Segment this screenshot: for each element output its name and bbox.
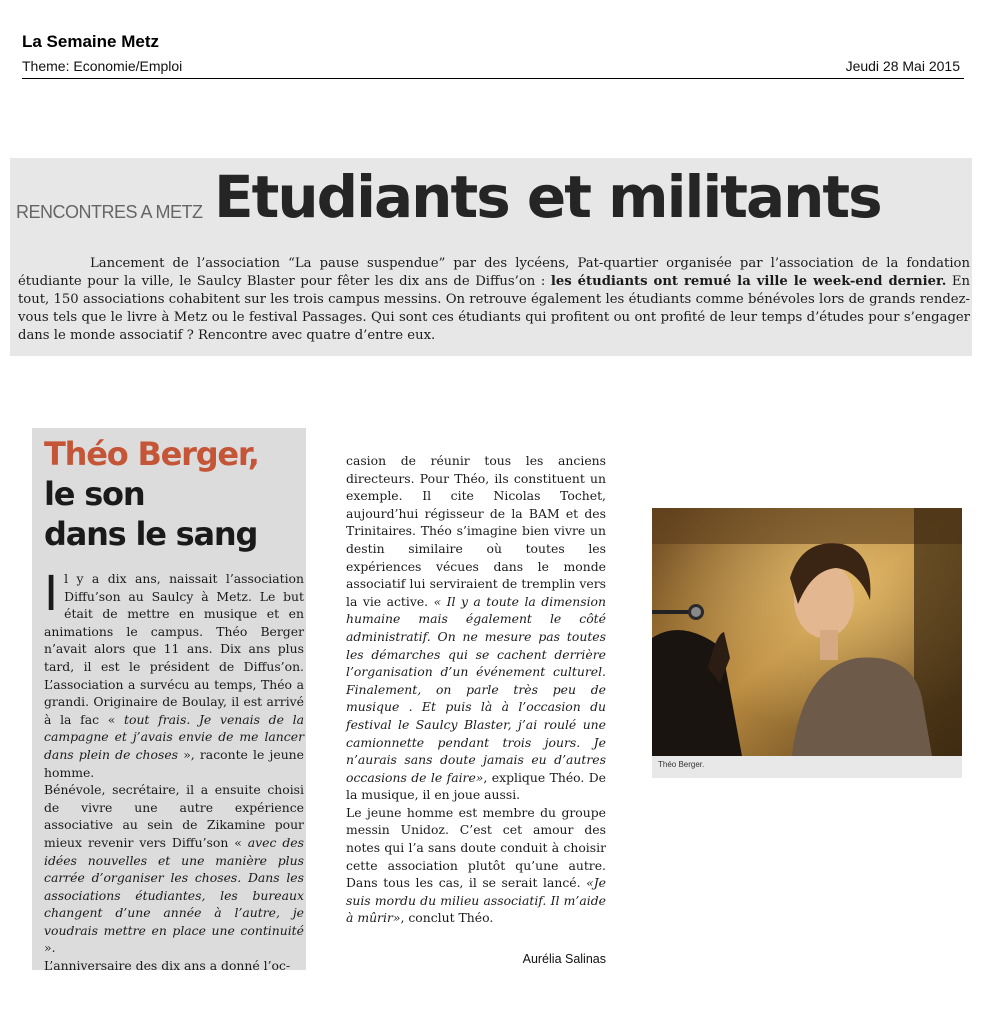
headline: Etudiants et militants xyxy=(214,163,881,231)
kicker: RENCONTRES A METZ xyxy=(16,202,203,222)
col2-p2: Le jeune homme est membre du groupe messin Unidoz. C’est cet amour des notes qui l’a sans doute conduit à choisir cette association plutôt qu’une autre. Dans tous les cas, il se serait lancé. xyxy=(346,804,606,891)
portrait-photo xyxy=(652,508,962,756)
col1-p1-quote: tout frais. Je venais de la campagne et j’avais envie de me lancer dans plein de choses xyxy=(44,711,304,762)
theme-label: Theme: Economie/Emploi xyxy=(22,58,183,74)
headline-banner xyxy=(10,158,972,356)
col1-p1: l y a dix ans, naissait l’association Diffu’son au Saulcy à Metz. Le but était de mettre en musique et en animations le campus. Théo Berger n’avait alors que 11 ans. Dix ans plus tard, il est le président de Diffus’on. L’association a survécu au temps, Théo a grandi. Originaire de Boulay, il est arrivé à la fac « xyxy=(44,571,304,727)
col2-p2-quote: «Je suis mordu du milieu associatif. Il m’aide à mûrir» xyxy=(346,875,606,926)
profile-column xyxy=(32,428,306,970)
photo-caption: Théo Berger. xyxy=(658,760,705,769)
masthead xyxy=(22,32,964,79)
col1-p2: Bénévole, secrétaire, il a ensuite choisi de vivre une autre expérience associative au sein de Zikamine pour mieux revenir vers Diffu’son « xyxy=(44,782,304,850)
author-byline: Aurélia Salinas xyxy=(522,952,606,966)
lede-text-end: En tout, 150 associations cohabitent sur les trois campus messins. On retrouve également les étudiants comme bénévoles lors de grands rendez-vous tels que le livre à Metz ou le festival Passages. Qui sont ces étudiants qui profitent ou ont profité de leur temps d’études pour s’engager dans le monde associatif ? Rencontre avec quatre d’entre eux. xyxy=(18,274,971,344)
col1-p1-end: », raconte le jeune homme. xyxy=(44,746,304,780)
lede-text: Lancement de l’association “La pause suspendue” par des lycéens, Pat-quartier organisée par l’association de la fondation étudiante pour la ville, le Saulcy Blaster pour fêter les dix ans de Diffus’on : xyxy=(18,256,970,290)
col1-p3: L’anniversaire des dix ans a donné l’oc- xyxy=(44,958,291,970)
publication-date: Jeudi 28 Mai 2015 xyxy=(845,58,960,74)
profile-title xyxy=(44,434,304,554)
col2-p2-end: , conclut Théo. xyxy=(400,910,494,926)
column-1-text xyxy=(44,566,304,970)
drop-cap: I xyxy=(44,566,59,622)
col1-p2-end: ». xyxy=(44,940,56,956)
column-2-text xyxy=(346,452,606,927)
lede-bold: les étudiants ont remué la ville le week-end dernier. xyxy=(550,274,947,290)
profile-subtitle-line2: dans le sang xyxy=(44,515,258,553)
col2-p1: casion de réunir tous les anciens directeurs. Pour Théo, ils constituent un exemple. Il cite Nicolas Tochet, aujourd’hui régisseur de la BAM et des Trinitaires. Théo s’imagine bien vivre un destin similaire où toutes les expériences vécues dans le monde associatif lui serviraient de tremplin vers la vie active. xyxy=(346,453,606,609)
photo-frame xyxy=(652,508,962,778)
publication-name: La Semaine Metz xyxy=(22,32,159,51)
col2-p1-quote: « Il y a toute la dimension humaine mais également le côté administratif. On ne mesure pas toutes les démarches qui se cachent derrière l’organisation d’un événement culturel. Finalement, on parle très peu de musique . Et puis là à l’occasion du festival le Saulcy Blaster, j’ai roulé une camionnette pendant trois jours. Je n’aurais sans doute jamais eu d’autres occasions de le faire» xyxy=(346,593,606,785)
meta-row xyxy=(22,56,964,79)
lede xyxy=(18,255,970,345)
col1-p2-quote: avec des idées nouvelles et une manière plus carrée d’organiser les choses. Dans les associations étudiantes, les bureaux changent d’une année à l’autre, je voudrais mettre en place une continuité xyxy=(44,834,304,938)
col2-p1-end: , explique Théo. De la musique, il en joue aussi. xyxy=(346,769,607,803)
profile-subtitle-line1: le son xyxy=(44,475,145,513)
profile-name: Théo Berger, xyxy=(44,435,259,473)
